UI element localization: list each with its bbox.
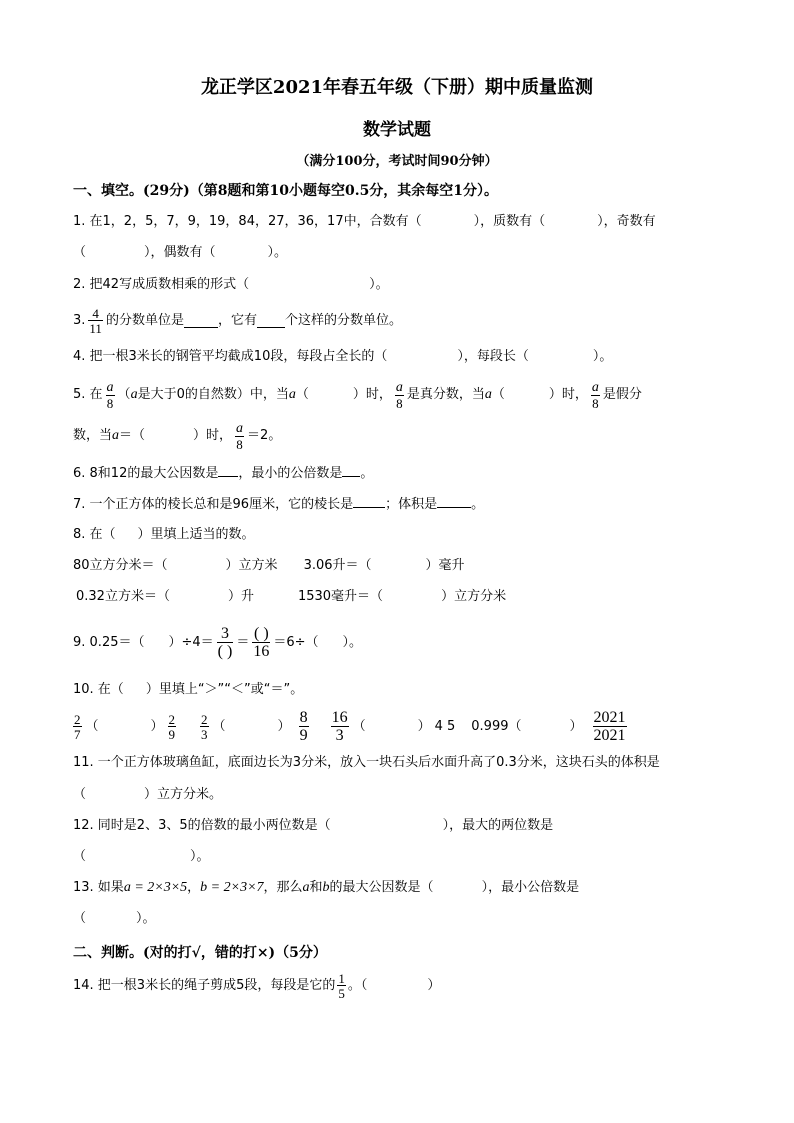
- q7-text-b: ；体积是: [385, 497, 438, 512]
- q10-frac-16-3-num: 16: [331, 709, 348, 726]
- q9-fraction-2-numerator: ( ): [254, 625, 269, 642]
- q2-text-b: ）。: [369, 277, 389, 292]
- q1-text-f: ）。: [267, 245, 288, 260]
- q5-fraction-1-denominator: 8: [106, 396, 114, 411]
- q9-fraction-1-numerator: 3: [220, 625, 229, 642]
- q9-fraction-2-denominator: 16: [253, 643, 270, 660]
- question-7: [73, 495, 484, 514]
- q1-text-d: （: [73, 245, 87, 260]
- question-6: [73, 464, 373, 483]
- q5-text-k: ）时，: [193, 428, 233, 443]
- q5-fraction-3: [591, 380, 600, 410]
- question-12-line-2: [73, 848, 210, 866]
- q3-text-c: 个这样的分数单位。: [284, 313, 402, 328]
- q13-expr-b: b = 2×3×7: [200, 880, 264, 895]
- q5-text-j: ＝（: [119, 428, 146, 443]
- question-5-line-1: [73, 374, 642, 416]
- q5-fraction-2-denominator: 8: [396, 396, 403, 411]
- q7-text-c: 。: [471, 497, 485, 512]
- q10-frac-2021: [593, 710, 627, 744]
- q8-r1-text-d: ）毫升: [425, 558, 465, 573]
- q5-text-num: 5. 在: [73, 387, 103, 402]
- q5-text-h: 是假分: [602, 387, 642, 402]
- q10-frac-2021-num: 2021: [593, 709, 626, 726]
- q5-fraction-1: [106, 380, 115, 410]
- q13-text-e: 的最大公因数是（: [329, 880, 434, 895]
- q6-text-b: ，最小的公倍数是: [238, 466, 343, 481]
- q10-frac-2-7-num: 2: [74, 712, 81, 727]
- question-13-line-1: [73, 879, 579, 897]
- question-13-line-2: [73, 910, 156, 928]
- q5-text-c: （: [295, 387, 309, 402]
- q10-paren-close-2: ）: [277, 719, 291, 734]
- q5-fraction-4: [235, 421, 244, 451]
- q14-text-c: ）: [427, 978, 441, 993]
- q9-text-d: ）。: [342, 635, 363, 650]
- q9-fraction-2: [252, 626, 270, 660]
- section-2-heading: 二、判断。(对的打√，错的打×)（5分）: [73, 945, 327, 961]
- q10-frac-16-3: [331, 710, 349, 744]
- q13-var-b: b: [322, 880, 330, 895]
- q11-text-a: 11. 一个正方体玻璃鱼缸，底面边长为3分米，放入一块石头后水面升高了0.3分米，这块石头的体积是: [73, 755, 660, 770]
- q10-paren-open-1: （: [85, 719, 99, 734]
- q5-fraction-3-numerator: a: [591, 380, 599, 395]
- q2-text-a: 2. 把42写成质数相乘的形式（: [73, 277, 250, 292]
- q5-var-a-3: a: [484, 387, 492, 402]
- q9-text-c: ＝6÷（: [273, 635, 319, 650]
- question-12-line-1: [73, 817, 553, 835]
- q10-frac-2-7: [73, 713, 82, 741]
- q14-text-a: 14. 把一根3米长的绳子剪成5段，每段是它的: [73, 978, 336, 993]
- question-1-line-1: [73, 213, 656, 231]
- q10-frac-16-3-den: 3: [331, 726, 349, 744]
- question-8-row-2: [76, 588, 506, 606]
- q5-text-g: ）时，: [548, 387, 588, 402]
- q8-r2-text-a: 0.32立方米＝（: [76, 589, 170, 604]
- q5-var-a-2: a: [288, 387, 296, 402]
- q13-text-g: （: [73, 911, 87, 926]
- q5-var-a: a: [130, 387, 138, 402]
- q13-expr-a: a = 2×3×5: [123, 880, 188, 895]
- q13-text-h: ）。: [136, 911, 156, 926]
- q10-frac-2021-den: 2021: [593, 727, 626, 744]
- q10-paren-open-3: （: [352, 719, 366, 734]
- q10-text-a: 10. 在（: [73, 682, 124, 697]
- q5-text-a: （: [117, 387, 131, 402]
- q10-frac-8-9: [299, 710, 309, 744]
- q11-text-c: ）立方分米。: [144, 787, 223, 802]
- q11-text-b: （: [73, 787, 87, 802]
- q9-fraction-1-denominator: ( ): [217, 643, 233, 660]
- q5-var-a-4: a: [112, 428, 120, 443]
- q12-text-a: 12. 同时是2、3、5的倍数的最小两位数是（: [73, 818, 331, 833]
- q14-text-b: 。（: [347, 978, 368, 993]
- q3-text-a: 的分数单位是: [105, 313, 184, 328]
- q5-text-l: ＝2。: [247, 428, 282, 443]
- q5-fraction-2: [395, 380, 404, 410]
- q13-text-b: ，: [187, 880, 201, 895]
- q10-frac-2-9: [168, 713, 177, 741]
- q10-text-0999: 0.999（: [471, 719, 522, 734]
- q5-fraction-1-numerator: a: [106, 380, 114, 395]
- q7-text-a: 7. 一个正方体的棱长总和是96厘米，它的棱长是: [73, 497, 354, 512]
- question-2: [73, 276, 389, 294]
- q13-text-c: ，那么: [263, 880, 303, 895]
- q8-r2-text-b: ）升: [227, 589, 254, 604]
- section-1-heading: 一、填空。(29分)（第8题和第10小题每空0.5分，其余每空1分）。: [73, 183, 499, 199]
- q6-text-c: 。: [360, 466, 374, 481]
- q4-text-a: 4. 把一根3米长的钢管平均截成10段，每段占全长的（: [73, 349, 388, 364]
- question-10-row: [73, 705, 627, 749]
- q14-fraction: [337, 972, 346, 1000]
- q9-equals: ＝: [236, 635, 250, 650]
- q8-r2-text-c: 1530毫升＝（: [297, 589, 384, 604]
- q3-fraction-numerator: 4: [92, 306, 99, 321]
- q10-text-b: ）里填上“＞”“＜”或“＝”。: [145, 682, 304, 697]
- q3-fraction: [88, 307, 103, 335]
- q5-text-f: （: [491, 387, 505, 402]
- q8-r2-text-d: ）立方分米: [441, 589, 507, 604]
- q12-text-c: （: [73, 849, 87, 864]
- question-1-line-2: [73, 244, 287, 262]
- q5-text-i: 数，当: [73, 428, 113, 443]
- q4-text-b: ），每段长（: [457, 349, 529, 364]
- question-8-row-1: [73, 557, 465, 575]
- q8-text-b: ）里填上适当的数。: [137, 527, 255, 542]
- q3-text-b: ，它有: [217, 313, 257, 328]
- page-subtitle: 数学试题: [363, 120, 431, 140]
- q10-frac-2-9-den: 9: [168, 727, 176, 742]
- q8-text-a: 8. 在（: [73, 527, 116, 542]
- q10-frac-8-9-num: 8: [299, 709, 308, 726]
- q14-fraction-numerator: 1: [338, 971, 345, 986]
- q5-fraction-2-numerator: a: [395, 380, 403, 395]
- question-5-line-2: [73, 415, 281, 457]
- q8-r1-text-b: ）立方米: [225, 558, 278, 573]
- q12-text-d: ）。: [190, 849, 210, 864]
- q1-text-b: ），质数有（: [473, 214, 546, 229]
- q10-paren-close-1: ）: [150, 719, 164, 734]
- q10-text-0999b: ）: [569, 719, 583, 734]
- q3-number: 3.: [73, 313, 86, 328]
- q1-text-a: 1. 在1，2，5，7，9，19，84，27，36，17中，合数有（: [73, 214, 422, 229]
- q10-frac-2-9-num: 2: [168, 712, 176, 727]
- q4-text-c: ）。: [592, 349, 613, 364]
- q8-r1-text-a: 80立方分米＝（: [73, 558, 168, 573]
- q10-frac-2-7-den: 7: [74, 727, 81, 742]
- question-4: [73, 348, 612, 366]
- question-11-line-2: [73, 786, 222, 804]
- q12-text-b: ），最大的两位数是: [442, 818, 554, 833]
- question-14: [73, 965, 440, 1007]
- q8-r1-text-c: 3.06升＝（: [303, 558, 372, 573]
- q13-text-d: 和: [309, 880, 323, 895]
- q9-text-a: 9. 0.25＝（: [73, 635, 145, 650]
- question-11-line-1: [73, 754, 660, 772]
- q10-frac-2-3-num: 2: [201, 712, 208, 727]
- question-10: [73, 681, 303, 699]
- q10-paren-close-3: ）: [417, 719, 431, 734]
- q5-text-d: ）时，: [352, 387, 392, 402]
- q5-fraction-4-numerator: a: [236, 421, 244, 436]
- q10-frac-2-3-den: 3: [201, 727, 208, 742]
- q9-text-b: ）÷4＝: [168, 635, 214, 650]
- q5-text-e: 是真分数，当: [406, 387, 485, 402]
- q10-frac-2-3: [200, 713, 209, 741]
- page-title: 龙正学区2021年春五年级（下册）期中质量监测: [200, 77, 594, 98]
- q9-fraction-1: [217, 626, 234, 660]
- question-3: [73, 299, 402, 343]
- question-9: [73, 620, 362, 666]
- q6-text-a: 6. 8和12的最大公因数是: [73, 466, 219, 481]
- q10-frac-8-9-den: 9: [299, 727, 308, 744]
- q10-paren-open-2: （: [212, 719, 226, 734]
- question-8: [73, 526, 255, 544]
- q13-var-a: a: [302, 880, 310, 895]
- q13-text-a: 13. 如果: [73, 880, 124, 895]
- q1-text-e: ），偶数有（: [144, 245, 216, 260]
- q5-text-b: 是大于0的自然数）中，当: [137, 387, 289, 402]
- q10-text-45: 4 5: [434, 719, 456, 734]
- q5-fraction-4-denominator: 8: [236, 437, 243, 452]
- q14-fraction-denominator: 5: [338, 986, 345, 1001]
- q13-text-f: ），最小公倍数是: [481, 880, 580, 895]
- q1-text-c: ），奇数有: [597, 214, 656, 229]
- q5-fraction-3-denominator: 8: [592, 396, 599, 411]
- exam-note: （满分100分，考试时间90分钟）: [296, 154, 498, 169]
- q3-fraction-denominator: 11: [89, 321, 102, 336]
